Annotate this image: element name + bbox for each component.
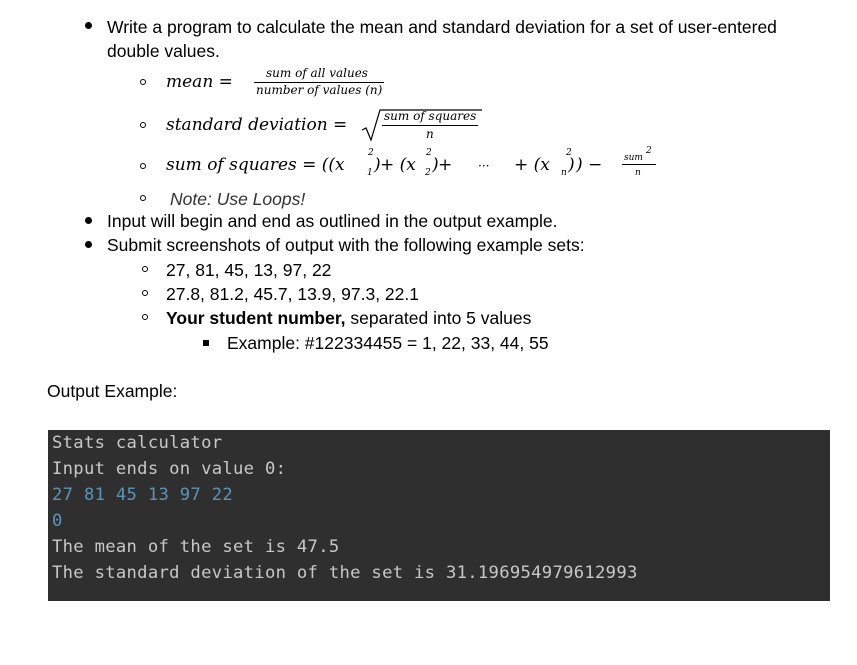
sub-bullet-marker — [140, 163, 146, 169]
sos-close: ) − — [576, 155, 603, 175]
terminal-input-line: 27 81 45 13 97 22 — [52, 485, 234, 505]
sub-bullet-marker — [140, 79, 146, 85]
sos-fraction-bar — [622, 164, 656, 165]
terminal-line: Input ends on value 0: — [52, 459, 287, 479]
sos-term-n: + (x — [514, 155, 550, 175]
bullet3-text: Submit screenshots of output with the following example sets: — [107, 235, 585, 255]
square-bullet-marker — [203, 340, 209, 346]
sos-ellipsis: ··· — [478, 159, 490, 173]
sos-paren-2: ) — [432, 155, 439, 175]
bullet-marker — [85, 241, 92, 248]
set1-text: 27, 81, 45, 13, 97, 22 — [166, 260, 332, 280]
bullet-marker — [85, 217, 92, 224]
mean-numerator: sum of all values — [266, 66, 368, 80]
terminal-input-line: 0 — [52, 511, 63, 531]
sos-term-2: + (x — [380, 155, 416, 175]
sub-bullet-marker — [140, 195, 146, 201]
sos-plus-2: + — [438, 155, 453, 175]
sos-subscript-2: 2 — [425, 168, 431, 178]
terminal-line: The mean of the set is 47.5 — [52, 537, 340, 557]
sos-superscript-1: 2 — [368, 148, 374, 158]
sos-paren-n: ) — [568, 155, 575, 175]
sub-bullet-marker — [142, 266, 148, 272]
set2-text: 27.8, 81.2, 45.7, 13.9, 97.3, 22.1 — [166, 284, 419, 304]
sd-fraction-bar — [382, 125, 478, 126]
mean-denominator: number of values (n) — [256, 83, 383, 97]
note-text: Note: Use Loops! — [170, 189, 306, 209]
terminal-line: The standard deviation of the set is 31.196954979612993 — [52, 563, 638, 583]
terminal-line: Stats calculator — [52, 433, 223, 453]
set3-bold: Your student number, — [166, 308, 346, 328]
sos-superscript-n: 2 — [566, 148, 572, 158]
output-heading: Output Example: — [47, 381, 178, 401]
sos-subscript-n: n — [561, 168, 567, 178]
mean-label: mean = — [166, 72, 233, 92]
sos-paren-1: ) — [374, 155, 381, 175]
bullet-marker — [85, 22, 92, 29]
sub-bullet-marker — [142, 314, 148, 320]
sub-bullet-marker — [142, 290, 148, 296]
sos-superscript-2: 2 — [426, 148, 432, 158]
bullet1-line2: double values. — [107, 41, 220, 61]
bullet1-line1: Write a program to calculate the mean and standard deviation for a set of user-entered — [107, 17, 777, 37]
bullet2-text: Input will begin and end as outlined in the output example. — [107, 211, 558, 231]
sos-frac-denominator: n — [635, 168, 641, 178]
set3-text — [166, 307, 531, 329]
sos-frac-numerator-sup: 2 — [646, 146, 652, 156]
sos-frac-numerator: sum — [624, 153, 643, 163]
set3-rest: separated into 5 values — [345, 308, 532, 328]
sd-numerator: sum of squares — [384, 109, 477, 123]
example-text: Example: #122334455 = 1, 22, 33, 44, 55 — [227, 333, 549, 353]
sd-denominator: n — [426, 127, 434, 141]
sub-bullet-marker — [140, 122, 146, 128]
sd-label: standard deviation = — [166, 115, 348, 135]
terminal-output — [48, 430, 830, 601]
sos-label: sum of squares = ((x — [166, 155, 345, 175]
sos-subscript-1: 1 — [367, 168, 373, 178]
